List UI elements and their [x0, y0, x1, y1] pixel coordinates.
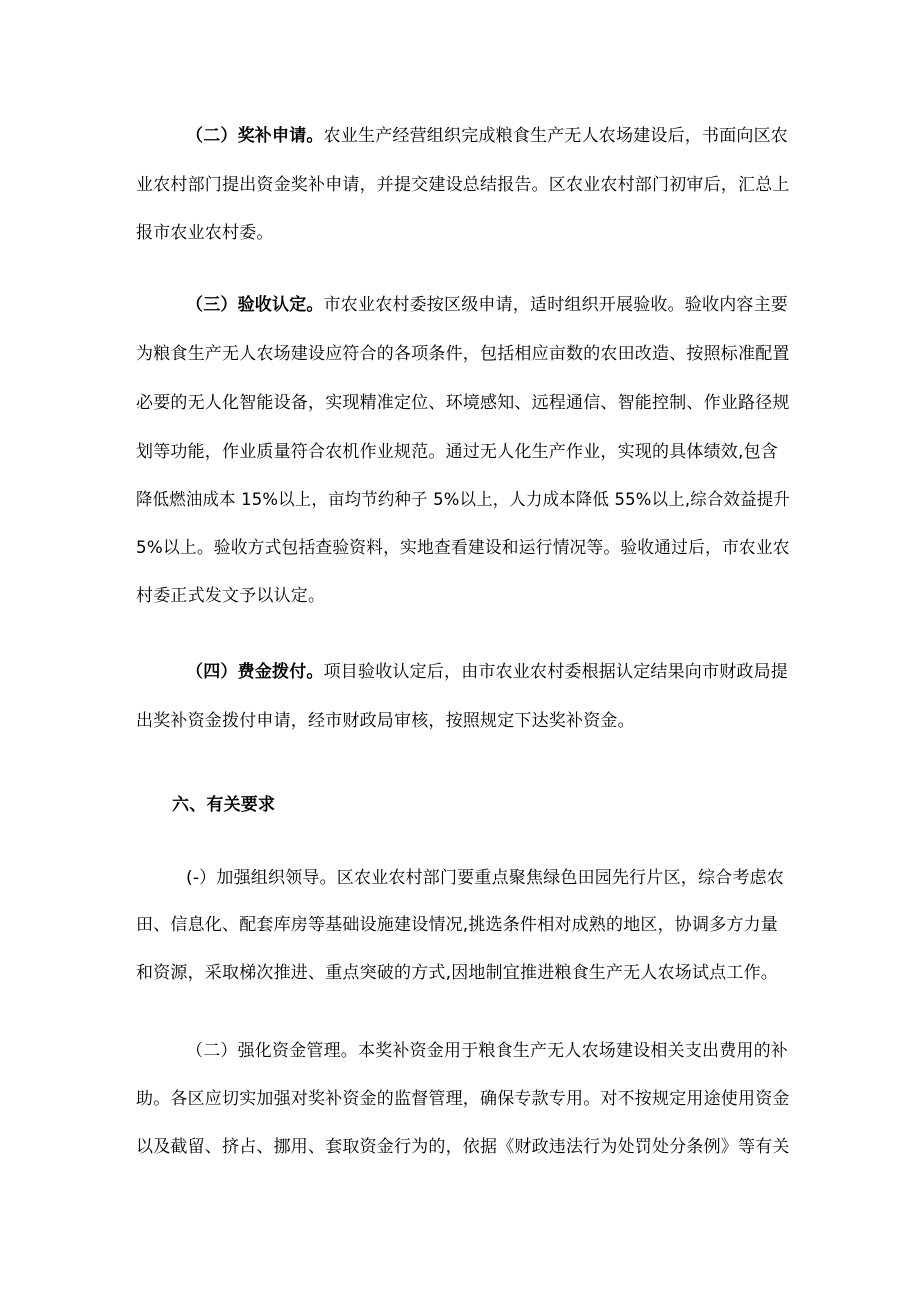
section-3-line-5: 降低燃油成本 15%以上，亩均节约种子 5%以上，人力成本降低 55%以上,综合效益提升 [136, 490, 790, 510]
section-3-line-3: 必要的无人化智能设备，实现精准定位、环境感知、远程通信、智能控制、作业路径规 [136, 393, 790, 413]
req-1-line-1: (-）加强组织领导。区农业农村部门要重点聚焦绿色田园先行片区，综合考虑农 [186, 868, 784, 888]
section-2-line-3: 报市农业农村委。 [136, 223, 274, 243]
section-3-title: （三）验收认定。 [186, 295, 324, 315]
section-2-line-2: 业农村部门提出资金奖补申请，并提交建设总结报告。区农业农村部门初审后，汇总上 [136, 175, 790, 195]
req-2-line-3: 以及截留、挤占、挪用、套取资金行为的，依据《财政违法行为处罚处分条例》等有关 [136, 1137, 790, 1157]
section-4-line-1 [186, 660, 788, 684]
section-3-line-2: 为粮食生产无人农场建设应符合的各项条件，包括相应亩数的农田改造、按照标准配置 [136, 344, 790, 364]
section-4-title: （四）费金拨付。 [186, 662, 324, 682]
req-1-line-2: 田、信息化、配套库房等基础设施建设情况,挑选条件相对成熟的地区，协调多方力量 [136, 915, 779, 935]
req-2-line-2: 助。各区应切实加强对奖补资金的监督管理，确保专款专用。对不按规定用途使用资金 [136, 1089, 790, 1109]
section-3-line-6: 5%以上。验收方式包括查验资料，实地查看建设和运行情况等。验收通过后，市农业农 [136, 538, 790, 558]
section-2-title: （二）奖补申请。 [186, 126, 324, 146]
section-4-text: 项目验收认定后，由市农业农村委根据认定结果向市财政局提 [323, 662, 789, 682]
section-2-text: 农业生产经营组织完成粮食生产无人农场建设后，书面向区农 [323, 126, 789, 146]
req-2-line-1: （二）强化资金管理。本奖补资金用于粮食生产无人农场建设相关支出费用的补 [186, 1041, 788, 1061]
section-3-line-4: 划等功能，作业质量符合农机作业规范。通过无人化生产作业，实现的具体绩效,包含 [136, 442, 779, 462]
section-4-line-2: 出奖补资金拨付申请，经市财政局审核，按照规定下达奖补资金。 [136, 711, 635, 731]
section-3-line-1 [186, 293, 788, 317]
section-6-heading: 六、有关要求 [172, 795, 276, 815]
section-3-line-7: 村委正式发文予以认定。 [136, 586, 326, 606]
req-1-line-3: 和资源，采取梯次推进、重点突破的方式,因地制宜推进粮食生产无人农场试点工作。 [136, 963, 779, 983]
section-2-line-1 [186, 124, 788, 148]
section-3-text: 市农业农村委按区级申请，适时组织开展验收。验收内容主要 [323, 295, 789, 315]
